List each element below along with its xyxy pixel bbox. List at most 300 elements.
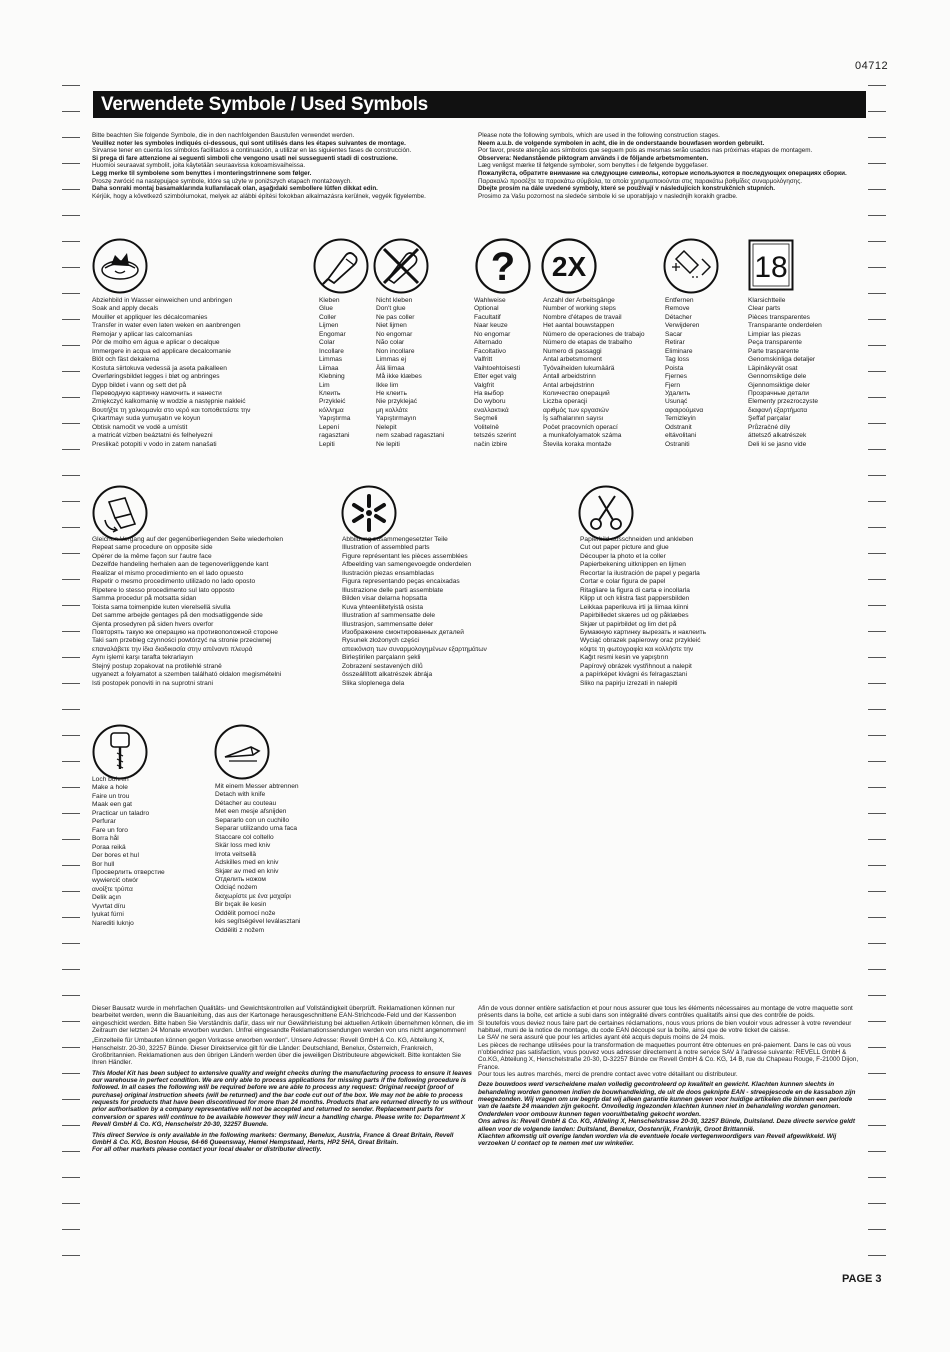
intro-line: Legg merke til symbolene som benyttes i monteringstrinnene som følger. <box>92 169 312 177</box>
symbol-label-line: Etter eget valg <box>474 373 517 381</box>
symbol-label-line: Vaihtoehtoisesti <box>474 364 521 372</box>
symbol-label-line: Läpinäkyvät osat <box>748 364 798 372</box>
symbol-label-line: Çıkartmayı suda yumuşatın ve koyun <box>92 415 201 423</box>
2x-label: 2X <box>551 251 587 282</box>
symbol-label-line: Papirbilledet skæres ud og påklæbes <box>580 612 689 620</box>
symbol-label-line: Não colar <box>376 339 405 347</box>
symbol-label-line: Niet lijmen <box>376 322 407 330</box>
margin-tick <box>868 215 886 216</box>
symbol-label-line: Faire un trou <box>92 792 130 800</box>
symbol-label-line: No engomar <box>376 330 413 338</box>
optional-label-list <box>474 297 520 449</box>
symbol-label-line: İş safhalarının sayısı <box>543 415 604 423</box>
margin-tick <box>868 501 886 502</box>
margin-tick <box>868 1177 886 1178</box>
warranty-paragraph: Les pièces de rechange utilisées pour la transformation de maquettes pourront être obtenues en pré-paiement. Dans le cas où vous n'obtiendriez pas satisfaction, vous pouvez vous adresser directement à notre service SAV à l'adresse suivante: REVELL GmbH & Co.KG, Abteilung X, Henschelstraße 20-30, D-32257 Bünde cw Revell GmbH & Co. KG, 14 B, rue du Chapeau Rouge, F-21000 Dijon, France. <box>478 1041 859 1071</box>
symbol-label-line: Ostraniti <box>665 440 690 448</box>
warranty-paragraph: Klachten afkomstig uit overige landen worden via de eventuele locale vertegenwoordigers van Revell afgewikkeld. Wij verzoeken U contact op te nemen met uw winkelier. <box>478 1132 837 1148</box>
symbol-label-line: Toista sama toimenpide kuten vierelsellä sivulla <box>92 603 231 611</box>
symbol-label-line: Número de etapas de trabalho <box>543 339 633 347</box>
margin-tick <box>868 865 886 866</box>
symbol-label-line: Gjennomsiktige deler <box>748 381 810 389</box>
margin-tick <box>62 527 80 528</box>
warranty-paragraph: Si toutefois vous deviez nous faire part de certaines réclamations, nous vous prions de bien vouloir vous adresser à votre revendeur habituel, muni de la notice de montage, du code EAN découpé sur la boîte, ainsi que de votre ticket de caisse. <box>478 1019 852 1035</box>
symbol-label-line: Opérer de la même façon sur l'autre face <box>92 552 212 560</box>
margin-tick <box>868 1099 886 1100</box>
symbol-label-line: Lepení <box>319 423 340 431</box>
warranty-paragraph: „Einzelteile für Umbauten können gegen Vorkasse erworben werden". Unsere Adresse: Revell GmbH & Co. KG, Abteilung X, Henschelstr. 20-30, 32257 Bünde. Dieser Direktservice gilt für die Länder: Deutschland, Benelux, Österreich, Frankreich, Großbritannien. Reklamationen aus den übrigen Ländern werden über die jeweiligen Distributeure abgewickelt. Bitte kontakten Sie Ihren Händler. <box>92 1037 462 1067</box>
symbol-label-line: Delik açın <box>92 894 121 902</box>
margin-tick <box>62 891 80 892</box>
symbol-label-line: a munkafolyamatok száma <box>543 432 622 440</box>
margin-tick <box>62 735 80 736</box>
symbol-label-line: Anzahl der Arbeitsgänge <box>543 297 615 304</box>
symbol-label-line: Slika sloplenega dela <box>342 679 405 687</box>
symbol-label-line: Alternado <box>474 339 503 347</box>
symbol-label-line: Wahlweise <box>474 297 506 304</box>
warranty-paragraph: For all other markets please contact your local dealer or distributer directly. <box>92 1146 322 1154</box>
symbol-label-line: Повторять такую же операцию на противоположной стороне <box>92 628 278 636</box>
symbol-label-line: Afbeelding van samengevoegde onderdelen <box>342 561 472 569</box>
symbol-label-line: Incollare <box>319 347 344 355</box>
symbol-label-line: Pièces transparentes <box>748 313 810 321</box>
margin-tick <box>868 813 886 814</box>
symbol-label-line: Oddělit pomocí nože <box>215 909 276 917</box>
symbol-label-line: Illustration af sammensatte dele <box>342 612 436 620</box>
symbol-label-line: Gennomsiktige dele <box>748 373 807 381</box>
symbol-label-line: Preslikač potopiti v vodo in zatem nanašati <box>92 440 217 448</box>
symbol-label-line: Limmas ej <box>376 356 407 364</box>
margin-tick <box>62 1073 80 1074</box>
margin-tick <box>868 449 886 450</box>
intro-left <box>92 132 426 200</box>
symbol-label-line: Fjern <box>665 381 681 389</box>
symbol-label-line: a papírképet kivágni és felragasztani <box>580 671 688 679</box>
margin-tick <box>868 423 886 424</box>
symbol-label-line: Tag loss <box>665 356 690 364</box>
symbol-label-line: Älä liimaa <box>376 364 405 372</box>
symbol-label-line: Leikkaa paperikuva irti ja liimaa kiinni <box>580 603 689 611</box>
margin-tick <box>62 579 80 580</box>
symbol-label-line: Sacar <box>665 330 683 338</box>
symbol-label-line: Sliko na papirju izrezati in nalepiti <box>580 679 678 687</box>
margin-tick <box>62 683 80 684</box>
margin-tick <box>868 1151 886 1152</box>
margin-tick <box>62 1177 80 1178</box>
clear-part-number-icon <box>748 239 794 291</box>
scissors-icon <box>577 484 635 542</box>
symbol-label-line: Practicar un taladro <box>92 809 150 817</box>
margin-tick <box>868 475 886 476</box>
assembled-parts-icon <box>340 484 398 542</box>
margin-tick <box>62 241 80 242</box>
page-number: PAGE 3 <box>842 1273 882 1285</box>
margin-tick <box>62 1151 80 1152</box>
symbol-label-line: Peça transparente <box>748 339 802 347</box>
intro-line: Proszę zwrócić na następujące symbole, które są użyte w poniższych etapach montażowych. <box>92 177 353 185</box>
margin-tick <box>62 943 80 944</box>
symbol-label-line: Cortar e colar figura de papel <box>580 578 666 586</box>
margin-tick <box>868 657 886 658</box>
margin-tick <box>62 813 80 814</box>
symbol-label-line: Pôr de molho em água e aplicar o decalque <box>92 339 220 347</box>
symbol-label-line: Isti postopek ponoviti in na suprotni strani <box>92 679 213 687</box>
symbol-label-line: Do wyboru <box>474 398 506 406</box>
margin-tick <box>62 319 80 320</box>
symbol-label-line: Kuva yhteenliitetyistä osista <box>342 603 423 611</box>
symbol-label-line: Détacher au couteau <box>215 799 277 807</box>
no-glue-icon <box>372 237 430 295</box>
symbol-label-line: Narediti luknjo <box>92 919 134 927</box>
margin-tick <box>868 943 886 944</box>
symbol-label-line: Lijmen <box>319 322 339 330</box>
margin-tick <box>868 397 886 398</box>
symbol-label-line: Aynı işlemi karşı tarafta tekrarlayın <box>92 654 194 662</box>
symbol-label-line: Blöt och fäst dekalerna <box>92 356 160 364</box>
symbol-label-line: Loch bohren <box>92 776 129 783</box>
symbol-label-line: Number of working steps <box>543 305 616 313</box>
margin-tick <box>62 839 80 840</box>
symbol-label-line: Fare un foro <box>92 826 128 834</box>
intro-line: Please note the following symbols, which are used in the following construction stages. <box>478 132 720 139</box>
cutout-label-list <box>580 536 706 688</box>
margin-tick <box>62 293 80 294</box>
intro-line: Huomioi seuraavat symbolit, joita käytetään seuraavissa kokoamisvaiheissa. <box>92 162 306 170</box>
intro-right <box>478 132 847 200</box>
symbol-label-line: Optional <box>474 305 499 313</box>
margin-tick <box>868 189 886 190</box>
symbol-label-line: Taki sam przebieg czynności powtórzyć na stronie przeciwnej <box>92 637 272 645</box>
symbol-label-line: Retirar <box>665 339 685 347</box>
svg-text:?: ? <box>490 245 516 289</box>
intro-line: Neem a.u.b. de volgende symbolen in acht, die in de onderstaande bouwfasen worden gebruikt. <box>478 139 765 147</box>
symbol-label-line: Papierbekening uitknippen en lijmen <box>580 561 686 569</box>
symbol-label-line: Odstranit <box>665 423 692 431</box>
margin-tick <box>868 1021 886 1022</box>
document-number: 04712 <box>855 60 889 72</box>
symbol-label-line: Papierbild ausschneiden und ankleben <box>580 536 694 543</box>
margin-tick <box>868 1255 886 1256</box>
symbol-label-line: Non incollare <box>376 347 415 355</box>
page-title: Verwendete Symbole / Used Symbols <box>93 91 866 118</box>
symbol-label-line: Количество операций <box>543 389 610 397</box>
symbol-label-line: Şeffaf parçalar <box>748 415 791 423</box>
intro-line: Si prega di fare attenzione ai seguenti simboli che vengono usati nei susseguenti stadi di costruzione. <box>92 154 398 162</box>
warranty-paragraph: Deze bouwdoos werd verscheidene malen volledig gecontroleerd op kwaliteit en gewicht. Klachten kunnen slechts in behandeling worden genomen indien de bouwhandleiding, de uit de doos geknipte EAN - streepjescode en de kassabon zijn meegezonden. Wij vragen om uw begrip dat wij alleen garantie kunnen geven voor huidige artikelen die binnen een periode van de laatste 24 maanden zijn gekocht. Onvolledig ingezonden klachten kunnen niet in behandeling worden genomen. Onderdelen voor ombouw kunnen tegen vooruitbetaling gekocht worden. <box>478 1081 856 1118</box>
symbol-label-line: Klipp ut och klistra fast pappersbilden <box>580 595 690 603</box>
margin-tick <box>62 397 80 398</box>
margin-tick <box>868 345 886 346</box>
drill-hole-icon <box>91 723 149 781</box>
margin-tick <box>868 683 886 684</box>
decal-label-list <box>92 297 250 449</box>
symbol-label-line: Rysunek złożonych części <box>342 637 419 645</box>
symbol-label-line: Työvaiheiden lukumäärä <box>543 364 615 372</box>
symbol-label-line: lyukat fúrni <box>92 911 124 919</box>
symbol-label-line: Immergere in acqua ed applicare decalcomanie <box>92 347 231 355</box>
margin-tick <box>868 137 886 138</box>
margin-tick <box>868 319 886 320</box>
symbol-label-line: Lepiti <box>319 440 335 448</box>
symbol-label-line: Klebning <box>319 373 345 381</box>
warranty-text-right <box>478 1005 860 1151</box>
margin-tick <box>868 995 886 996</box>
symbol-label-line: επαναλάβετε την ίδια διαδικασία στην απέναντι πλευρά <box>92 645 253 653</box>
margin-tick <box>62 969 80 970</box>
warranty-paragraph: This direct Service is only available in the following markets: Germany, Benelux, Austria, France & Great Britain, Revell GmbH & Co. KG, Boston House, 64-66 Queensway, Hemel Hempstead, Herts, HP2 5HA, Great Britain. <box>92 1131 454 1146</box>
symbol-label-line: Recortar la ilustración de papel y pegarla <box>580 569 700 577</box>
symbol-label-line: Elementy przezroczyste <box>748 398 818 406</box>
intro-line: Prosimo za Vašu pozornost na sledeče simbole ki se uporabljajo v naslednjih korakih gradbe. <box>478 192 738 200</box>
symbol-label-line: Colar <box>319 339 335 347</box>
symbol-label-line: Antall arbeidstrinn <box>543 373 596 381</box>
symbol-label-line: Verwijderen <box>665 322 700 330</box>
symbol-label-line: Eliminare <box>665 347 693 355</box>
symbol-label-line: Separar utilizando uma faca <box>215 825 298 833</box>
margin-tick <box>868 1229 886 1230</box>
intro-line: Veuillez noter les symboles indiqués ci-dessous, qui sont utilisés dans les étapes suivantes de montage. <box>92 139 406 147</box>
margin-tick <box>62 475 80 476</box>
symbol-label-line: Cut out paper picture and glue <box>580 544 669 552</box>
symbol-label-line: Seçmeli <box>474 415 498 423</box>
symbol-label-line: Illustrasjon, sammensatte deler <box>342 620 434 628</box>
repeat-opposite-side-icon <box>91 484 149 542</box>
margin-tick <box>868 605 886 606</box>
symbol-label-line: Gleichen Vorgang auf der gegenüberliegenden Seite wiederholen <box>92 536 283 543</box>
margin-tick <box>62 1047 80 1048</box>
margin-tick <box>868 917 886 918</box>
symbol-label-line: απεικόνιση των συναρμολογημένων εξαρτημάτων <box>342 645 487 653</box>
symbol-label-line: Clear parts <box>748 305 781 313</box>
symbol-label-line: На выбор <box>474 389 504 397</box>
symbol-label-line: Make a hole <box>92 784 128 792</box>
margin-tick <box>62 917 80 918</box>
remove-label-list <box>665 297 703 449</box>
symbol-label-line: Soak and apply decals <box>92 305 159 313</box>
symbol-label-line: Valfritt <box>474 356 493 364</box>
assembled-label-list <box>342 536 487 688</box>
symbol-label-line: Bor hull <box>92 860 115 868</box>
symbol-label-line: Limpiar las piezas <box>748 330 801 338</box>
margin-tick <box>868 1073 886 1074</box>
margin-tick <box>868 969 886 970</box>
symbol-label-line: Det samme arbejde gentages på den modsatliggende side <box>92 612 263 620</box>
symbol-label-line: Remojar y aplicar las calcomanías <box>92 330 193 338</box>
margin-tick <box>868 553 886 554</box>
symbol-label-line: Fjernes <box>665 373 687 381</box>
warranty-paragraph: This Model Kit has been subject to extensive quality and weight checks during the manufacturing process to ensure it leaves our warehouse in perfect condition. We are only able to process applications for missing parts if the following procedure is followed. In all cases the following will be required before we are able to process any request: Original receipt (proof of purchase) original instruction sheets (will be returned) and the bar code cut out of the box. We may not be able to process requests for products that have been discontinued for more than 24 months. Products that are returned directly to us without prior authorisation by a company representative will not be accepted and returned to sender. Replacement parts for conversion or spares will continue to be available however they will incur a handling charge. Please write to: Department X Revell GmbH & Co. KG, Henschelstr 20-30, 32257 Buende. <box>92 1069 473 1129</box>
symbol-label-line: Met een mesje afsnijden <box>215 808 287 816</box>
margin-tick <box>868 891 886 892</box>
symbol-label-line: wywiercić otwór <box>92 877 139 885</box>
symbol-label-line: Mouiller et appliquer les décalcomanies <box>92 313 208 321</box>
warranty-paragraph: Le SAV ne sera assuré que pour les articles ayant été acquis depuis moins de 24 mois. <box>478 1034 725 1042</box>
symbol-label-line: Отделить ножом <box>215 875 266 883</box>
symbol-label-line: Stejný postup zopakovat na protilehlé straně <box>92 662 222 670</box>
knife-cut-icon <box>213 723 271 781</box>
margin-tick <box>868 839 886 840</box>
symbol-label-line: Yapıştırma <box>319 415 351 423</box>
intro-line: Læg venligst mærke til følgende symboler, som benyttes i de følgende byggefaser. <box>478 162 708 170</box>
margin-tick <box>62 1099 80 1100</box>
symbol-label-line: Irrota veitsellä <box>215 850 257 858</box>
symbol-label-line: Genomskinliga detaljer <box>748 356 816 364</box>
symbol-label-line: Repeat same procedure on opposite side <box>92 544 213 552</box>
symbol-label-line: Figure représentant les pièces assemblées <box>342 552 468 560</box>
margin-tick <box>62 215 80 216</box>
symbol-label-line: Antal arbejdstrinn <box>543 381 595 389</box>
symbol-label-line: Poista <box>665 364 684 372</box>
drill-label-list <box>92 776 165 928</box>
symbol-label-line: Bir bıçak ile kesin <box>215 901 267 909</box>
margin-tick <box>868 631 886 632</box>
symbol-label-line: Samma procedur på motsatta sidan <box>92 595 197 603</box>
margin-tick <box>868 293 886 294</box>
margin-tick <box>62 137 80 138</box>
margin-tick <box>62 709 80 710</box>
intro-line: Kérjük, hogy a következő szimbólumokat, melyek az alábbi építési fokokban alkalmazásra kerülnek, vegyék figyelembe. <box>92 192 426 200</box>
symbol-label-line: αριθμός των εργασιών <box>543 406 609 414</box>
symbol-label-line: Separarlo con un cuchillo <box>215 816 290 824</box>
symbol-label-line: εναλλακτικά <box>474 406 509 414</box>
symbol-label-line: Dezelfde handeling herhalen aan de tegenoverliggende kant <box>92 561 269 569</box>
symbol-label-line: ragasztani <box>319 432 350 440</box>
symbol-label-line: Nicht kleben <box>376 297 413 304</box>
glue-label-list <box>319 297 350 449</box>
symbol-label-line: Gjenta prosedyren på siden hvers overfor <box>92 620 214 628</box>
symbol-label-line: Bilden visar delarna hopsatta <box>342 595 428 603</box>
warranty-paragraph: Dieser Bausatz wurde in mehrfachen Qualitäts- und Gewichtskontrollen auf Vollständigkeit überprüft. Reklamationen können nur bearbeitet werden, wenn die Bauanleitung, das aus der Kartonage herausgeschnittene EAN-Strichcode-Feld und der Kassenbon eingeschickt werden. Bitte haben Sie Verständnis dafür, dass wir nur Gewährleistung bei aktuellen Artikeln übernehmen können, die im Zeitraum der letzten 24 Monate erworben wurden. Unfrei eingesandte Reklamationssendungen werden von uns nicht angenommen! <box>92 1005 474 1035</box>
symbol-label-line: κόλλημα <box>319 406 344 414</box>
symbol-label-line: Števila koraka montaže <box>543 440 612 448</box>
symbol-label-line: eltávolitani <box>665 432 697 440</box>
symbol-label-line: áttetsző alkatrészek <box>748 432 807 440</box>
symbol-label-line: Antal arbetsmoment <box>543 356 603 364</box>
symbol-label-line: Realizar el mismo procedimiento en el lado opuesto <box>92 569 244 577</box>
symbol-label-line: Zmiękczyć kalkomanię w wodzie a następnie nakleić <box>92 398 246 406</box>
margin-tick <box>868 1203 886 1204</box>
symbol-label-line: Illustration of assembled parts <box>342 544 430 552</box>
margin-tick <box>62 657 80 658</box>
symbol-label-line: Ne lepiti <box>376 440 400 448</box>
margin-tick <box>62 605 80 606</box>
margin-tick <box>868 267 886 268</box>
margin-tick <box>868 761 886 762</box>
no-glue-label-list <box>376 297 444 449</box>
symbol-label-line: Переводную картинку намочить и нанести <box>92 389 222 397</box>
decal-water-icon <box>91 237 149 295</box>
margin-tick <box>868 1125 886 1126</box>
intro-line: Daha sonraki montaj basamaklarında kullanılacak olan, aşağıdaki sembollere lütfen dikkat edin. <box>92 185 378 193</box>
margin-tick <box>62 85 80 86</box>
symbol-label-line: Transparante onderdelen <box>748 322 822 330</box>
symbol-label-line: Valgfrit <box>474 381 495 389</box>
symbol-label-line: Transfer in water even laten weken en aanbrengen <box>92 322 241 330</box>
intro-line: Dbejte prosím na dále uvedené symboly, které se používají v následujících konstrukčních stupních. <box>478 185 775 193</box>
intro-line: Bitte beachten Sie folgende Symbole, die in den nachfolgenden Baustufen verwendet werden. <box>92 132 355 139</box>
symbol-label-line: μη κολλάτε <box>376 406 408 414</box>
symbol-label-line: Kağıt resmi kesin ve yapıştırın <box>580 654 669 662</box>
intro-line: Sírvanse tener en cuenta los símbolos facilitados a continuación, a utilizar en las siguientes fases de construcción. <box>92 147 412 155</box>
symbol-label-line: Ilustración piezas ensambladas <box>342 569 434 577</box>
margin-tick <box>62 1021 80 1022</box>
symbol-label-line: Nombre d'étapes de travail <box>543 313 622 321</box>
margin-tick <box>62 189 80 190</box>
symbol-label-line: Overføringsbildet legges i bløt og anbringes <box>92 373 220 381</box>
symbol-label-line: Клеить <box>319 389 341 397</box>
symbol-label-line: Número de operaciones de trabajo <box>543 330 645 338</box>
margin-tick <box>868 1047 886 1048</box>
opposite-label-list <box>92 536 283 688</box>
margin-tick <box>868 735 886 736</box>
symbol-label-line: Удалить <box>665 389 691 397</box>
symbol-label-line: Skjær av med en kniv <box>215 867 279 875</box>
margin-tick <box>868 579 886 580</box>
symbol-label-line: Repetir o mesmo procedimento utilizado no lado oposto <box>92 578 256 586</box>
symbol-label-line: Entfernen <box>665 297 694 304</box>
symbol-label-line: način izbire <box>474 440 508 448</box>
symbol-label-line: Remove <box>665 305 690 313</box>
margin-tick <box>62 787 80 788</box>
symbol-label-line: Staccare col coltello <box>215 833 274 841</box>
margin-tick <box>868 111 886 112</box>
warranty-paragraph: Pour tous les autres marchés, merci de prendre contact avec votre détaillant ou distributeur. <box>478 1071 738 1079</box>
symbol-label-line: Klarsichtteile <box>748 297 786 304</box>
symbol-label-line: Temizleyin <box>665 415 696 423</box>
symbol-label-line: Facoltativo <box>474 347 506 355</box>
margin-tick <box>62 761 80 762</box>
warranty-text-left <box>92 1005 474 1157</box>
symbol-label-line: Skär loss med kniv <box>215 842 271 850</box>
margin-tick <box>62 371 80 372</box>
glue-tube-icon <box>312 237 370 295</box>
margin-tick <box>62 865 80 866</box>
symbol-label-line: Volitelně <box>474 423 499 431</box>
margin-tick <box>62 501 80 502</box>
symbol-label-line: Przykleić <box>319 398 346 406</box>
symbol-label-line: Nelepit <box>376 423 397 431</box>
repeat-label-list <box>543 297 645 449</box>
intro-line: Por favor, preste atenção aos símbolos que seguem pois as mesmas serão usados nas próximas etapas de montagem. <box>478 147 813 155</box>
symbol-label-line: Maak een gat <box>92 801 132 809</box>
symbol-label-line: Прозрачные детали <box>748 389 809 397</box>
symbol-label-line: Odděliti z nožem <box>215 926 265 934</box>
symbol-label-line: Počet pracovních operací <box>543 423 618 431</box>
margin-tick <box>62 163 80 164</box>
symbol-label-line: Zobrazení sestavených dílů <box>342 662 423 670</box>
knife-label-list <box>215 783 300 935</box>
symbol-label-line: összeállított alkatrészek ábrája <box>342 671 433 679</box>
symbol-label-line: διαφανή εξαρτήματα <box>748 406 808 414</box>
symbol-label-line: Odciąć nożem <box>215 884 258 892</box>
margin-tick <box>62 267 80 268</box>
symbol-label-line: No engomar <box>474 330 511 338</box>
margin-tick <box>62 111 80 112</box>
symbol-label-line: Détacher <box>665 313 692 321</box>
symbol-label-line: Découper la photo et la coller <box>580 552 666 560</box>
symbol-label-line: ανοίξτε τρύπα <box>92 885 133 893</box>
symbol-label-line: Wyciąć obrazek papierowy oraz przykleić <box>580 637 701 645</box>
margin-tick <box>868 241 886 242</box>
intro-line: Observera: Nedanstående piktogram används i de följande arbetsmomenten. <box>478 154 709 162</box>
intro-line: Παρακαλώ προσέξτε τα παρακάτω σύμβολα, τα οποία χρησιμοποιούνται στις παρακάτω βαθμίδες συναρμολόγησης. <box>478 177 802 185</box>
margin-tick <box>868 709 886 710</box>
margin-tick <box>868 787 886 788</box>
2x-icon <box>540 237 598 295</box>
symbol-label-line: Numero di passaggi <box>543 347 602 355</box>
symbol-label-line: Perfurar <box>92 818 116 826</box>
symbol-label-line: Engomar <box>319 330 346 338</box>
